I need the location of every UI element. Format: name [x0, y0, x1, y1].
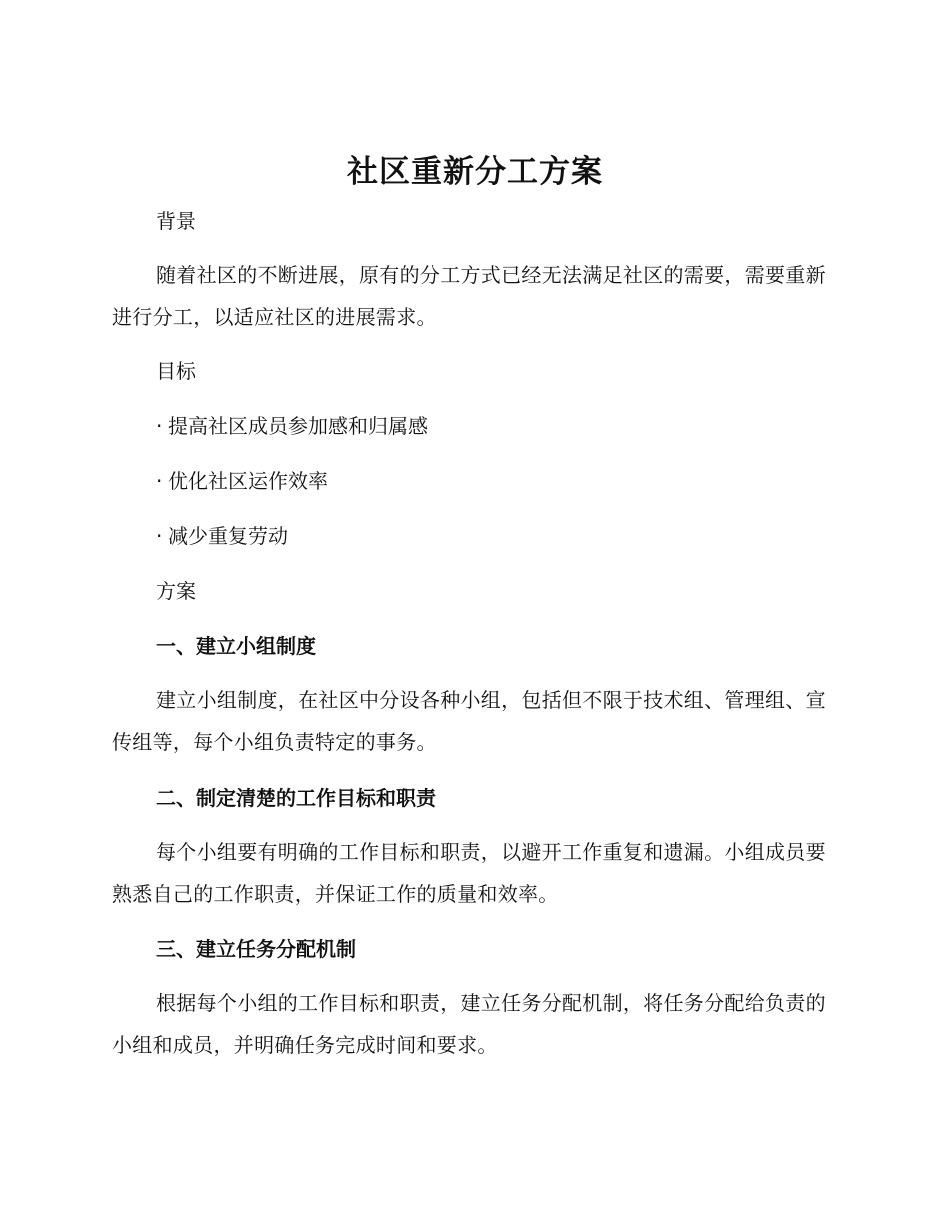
- goal-item: [156, 467, 328, 495]
- goal-item: [156, 522, 288, 550]
- bullet-symbol: ·: [156, 414, 163, 438]
- plan-item-paragraph: 建立小组制度，在社区中分设各种小组，包括但不限于技术组、管理组、宣传组等，每个小组负责特定的事务。: [112, 688, 826, 754]
- section-heading-plan: 方案: [156, 579, 196, 603]
- bullet-symbol: ·: [156, 469, 163, 493]
- section-heading-goals: 目标: [156, 359, 196, 383]
- plan-item-heading: 二、制定清楚的工作目标和职责: [156, 786, 436, 810]
- bullet-symbol: ·: [156, 524, 163, 548]
- plan-item-heading: 三、建立任务分配机制: [156, 937, 356, 961]
- plan-item-heading: 一、建立小组制度: [156, 634, 316, 658]
- plan-item-paragraph: 根据每个小组的工作目标和职责，建立任务分配机制，将任务分配给负责的小组和成员，并明确任务完成时间和要求。: [112, 991, 826, 1057]
- background-paragraph: 随着社区的不断进展，原有的分工方式已经无法满足社区的需要，需要重新进行分工，以适应社区的进展需求。: [112, 263, 826, 329]
- page-title: 社区重新分工方案: [347, 154, 603, 190]
- plan-item-paragraph: 每个小组要有明确的工作目标和职责，以避开工作重复和遗漏。小组成员要熟悉自己的工作职责，并保证工作的质量和效率。: [112, 840, 826, 906]
- goal-item-text: 优化社区运作效率: [168, 469, 328, 493]
- section-heading-background: 背景: [156, 209, 196, 233]
- goal-item-text: 提高社区成员参加感和归属感: [168, 414, 428, 438]
- goal-item: [156, 412, 428, 440]
- goal-item-text: 减少重复劳动: [168, 524, 288, 548]
